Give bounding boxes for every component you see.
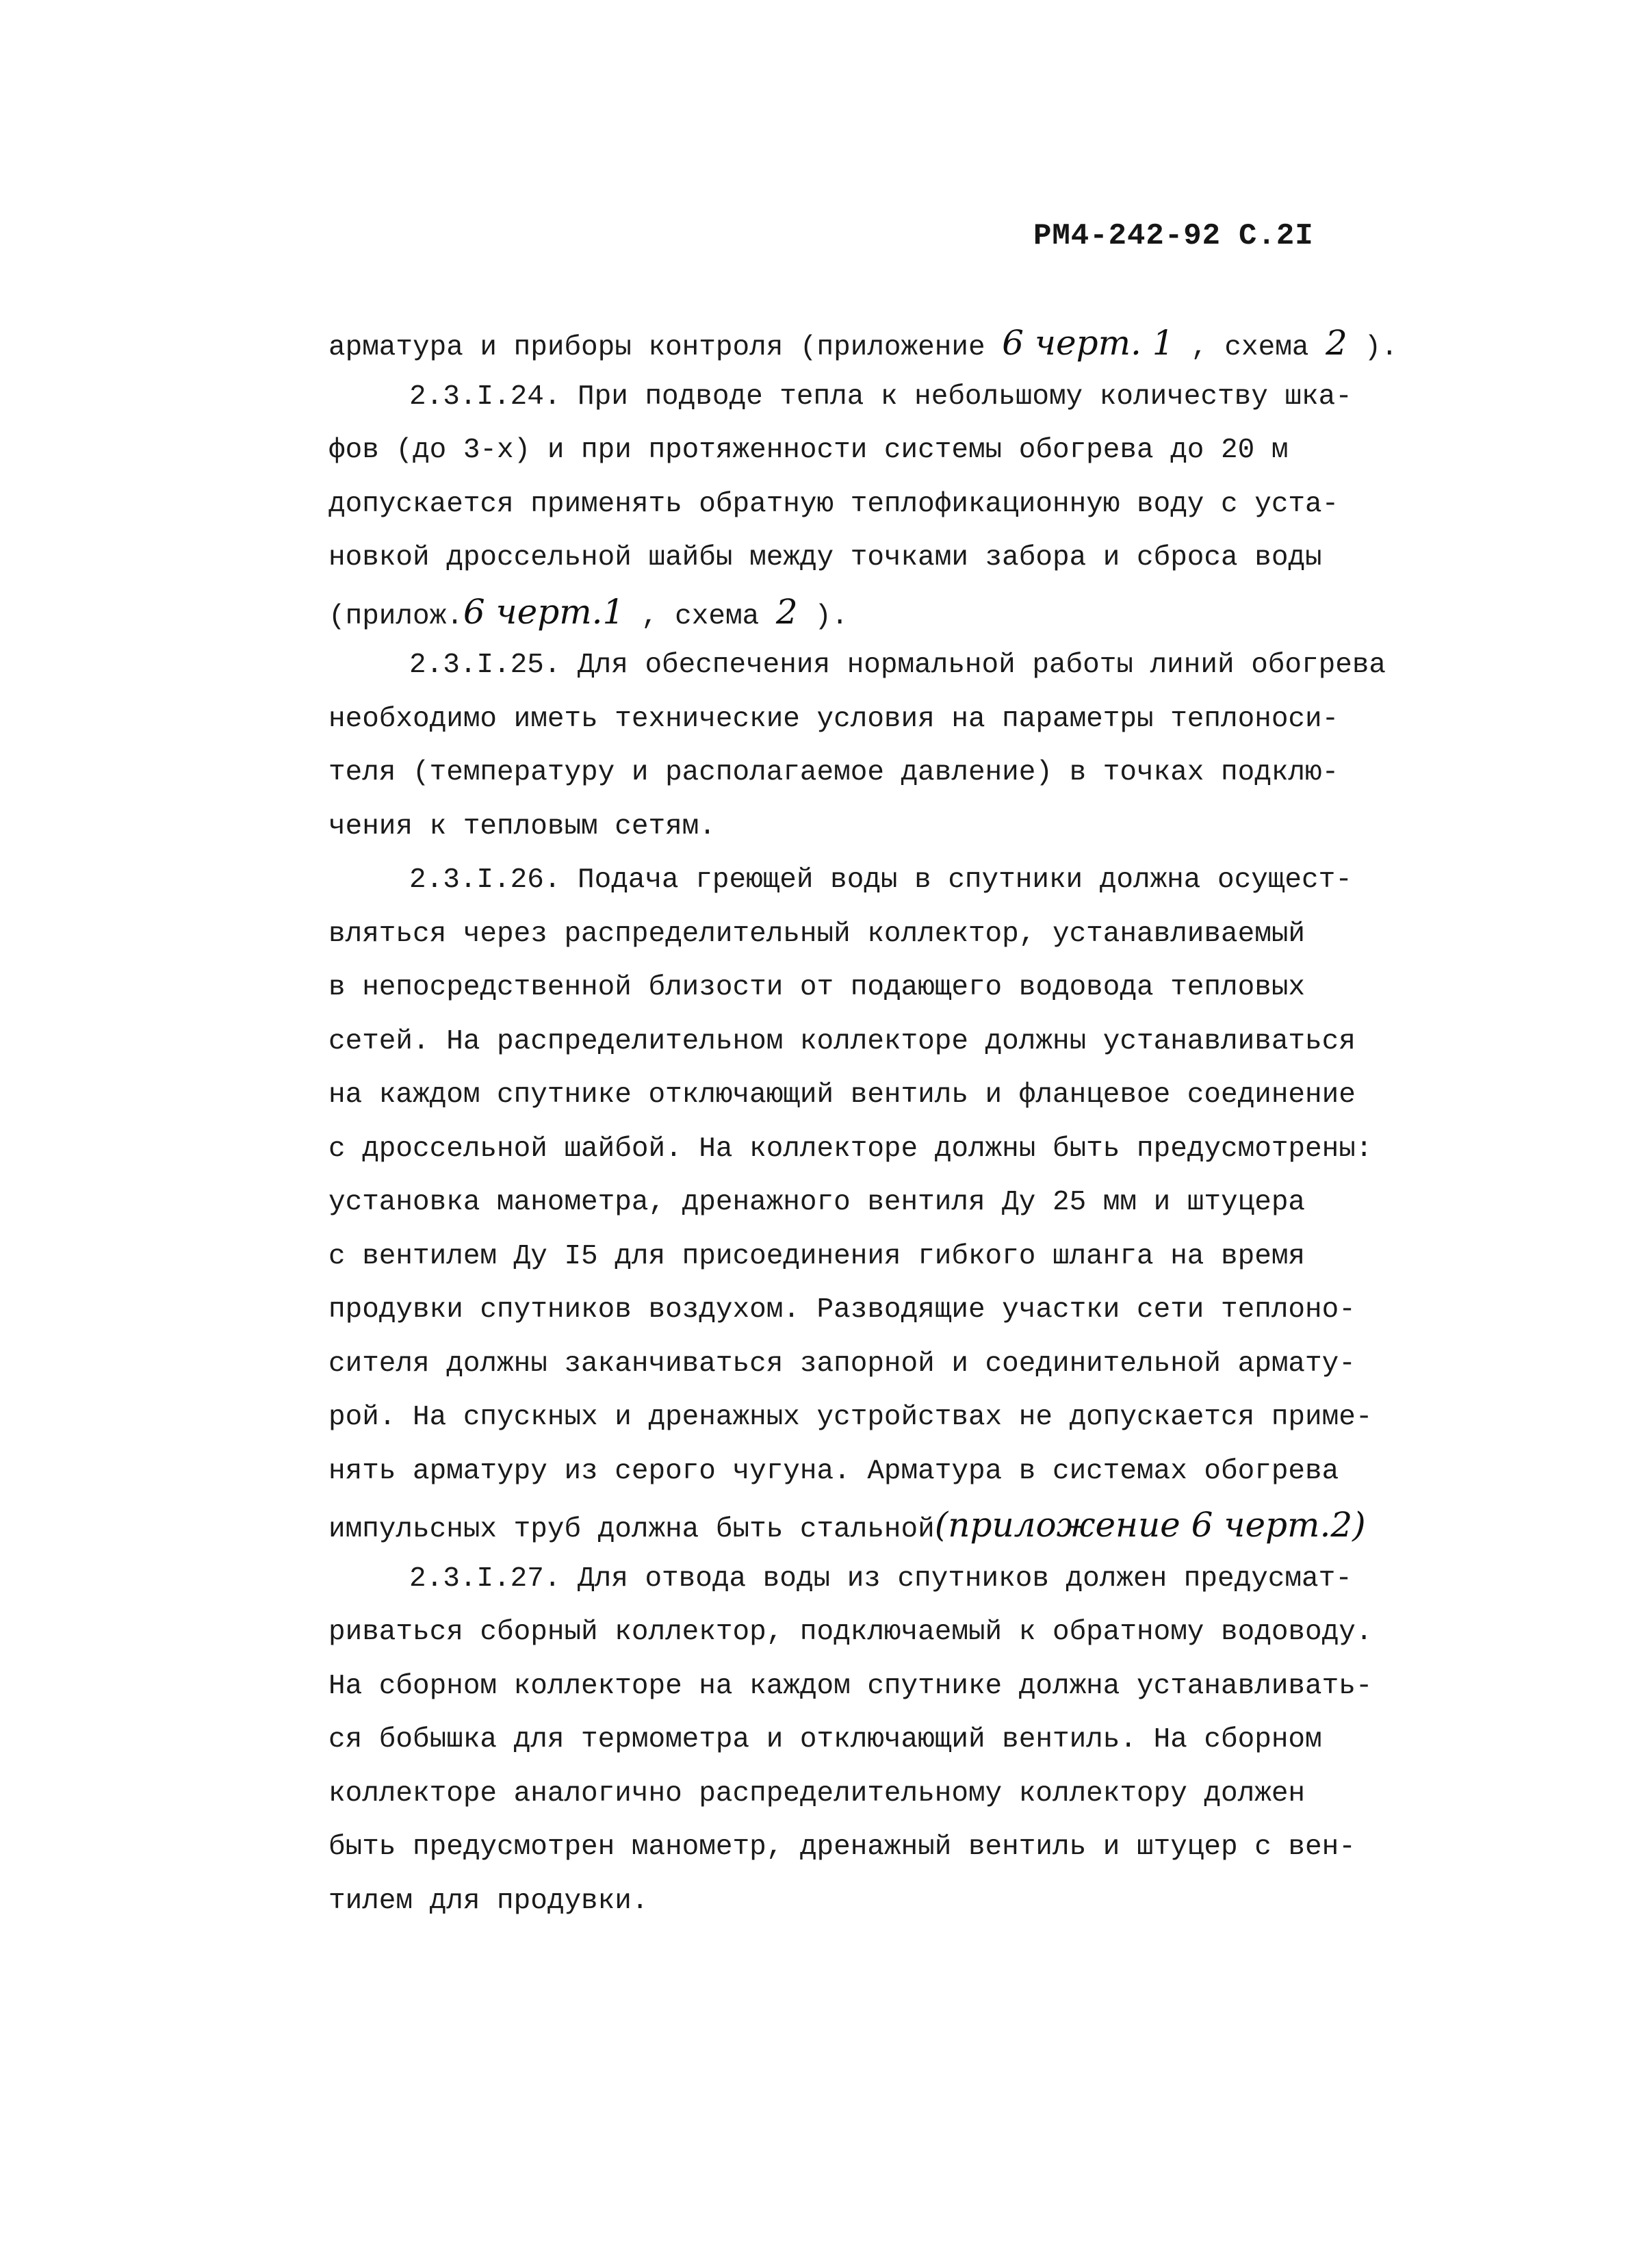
- paragraph-2-3-1-24: 2.3.I.24. При подводе тепла к небольшому количеству шка-: [409, 381, 1352, 413]
- text-line: арматура и приборы контроля (приложение 6 черт. 1 , схема 2 ).: [328, 323, 1398, 363]
- text-line: На сборном коллекторе на каждом спутнике должна устанавливать-: [328, 1670, 1373, 1702]
- text-line: на каждом спутнике отключающий вентиль и фланцевое соединение: [328, 1079, 1356, 1111]
- text-line: продувки спутников воздухом. Разводящие участки сети теплоно-: [328, 1294, 1356, 1326]
- text-line: с вентилем Ду I5 для присоединения гибкого шланга на время: [328, 1240, 1306, 1272]
- paragraph-2-3-1-26: 2.3.I.26. Подача греющей воды в спутники должна осущест-: [409, 864, 1352, 896]
- paragraph-2-3-1-27: 2.3.I.27. Для отвода воды из спутников должен предусмат-: [409, 1562, 1352, 1595]
- text-line: тилем для продувки.: [328, 1885, 649, 1917]
- text-line: допускается применять обратную теплофикационную воду с уста-: [328, 488, 1339, 520]
- text-line: импульсных труб должна быть стальной(приложение 6 черт.2): [328, 1505, 1366, 1545]
- document-body: [328, 316, 1396, 1928]
- text-line: вляться через распределительный коллектор, устанавливаемый: [328, 918, 1306, 950]
- text-line: риваться сборный коллектор, подключаемый к обратному водоводу.: [328, 1617, 1373, 1648]
- handwritten-annotation: 6 черт.1: [463, 591, 625, 632]
- handwritten-annotation: 2: [775, 591, 798, 632]
- text-line: сетей. На распределительном коллекторе должны устанавливаться: [328, 1025, 1356, 1057]
- text-line: чения к тепловым сетям.: [328, 810, 716, 842]
- text-line: необходимо иметь технические условия на параметры теплоноси-: [328, 703, 1339, 735]
- text-line: ся бобышка для термометра и отключающий вентиль. На сборном: [328, 1724, 1322, 1755]
- text-line: в непосредственной близости от подающего водовода тепловых: [328, 972, 1306, 1003]
- handwritten-annotation: (приложение 6 черт.2): [934, 1505, 1366, 1545]
- text-line: быть предусмотрен манометр, дренажный вентиль и штуцер с вен-: [328, 1831, 1356, 1863]
- handwritten-annotation: 2: [1326, 323, 1347, 363]
- text-line: рой. На спускных и дренажных устройствах не допускается приме-: [328, 1402, 1373, 1433]
- page-number: С.2I: [1239, 219, 1314, 253]
- text-line: теля (температуру и располагаемое давление) в точках подклю-: [328, 757, 1339, 788]
- document-code: РМ4-242-92: [1033, 219, 1222, 253]
- paragraph-2-3-1-25: 2.3.I.25. Для обеспечения нормальной работы линий обогрева: [409, 649, 1386, 681]
- text-line: (прилож.6 черт.1 , схема 2 ).: [328, 591, 849, 632]
- text-line: фов (до 3-х) и при протяженности системы обогрева до 20 м: [328, 435, 1289, 466]
- text-line: установка манометра, дренажного вентиля Ду 25 мм и штуцера: [328, 1187, 1306, 1218]
- text-line: с дроссельной шайбой. На коллекторе должны быть предусмотрены:: [328, 1133, 1373, 1165]
- text-line: новкой дроссельной шайбы между точками забора и сброса воды: [328, 542, 1322, 574]
- page-header: [1033, 219, 1321, 253]
- text-line: коллекторе аналогично распределительному коллектору должен: [328, 1777, 1306, 1810]
- text-line: сителя должны заканчиваться запорной и соединительной армату-: [328, 1348, 1356, 1380]
- text-line: нять арматуру из серого чугуна. Арматура в системах обогрева: [328, 1455, 1339, 1487]
- handwritten-annotation: 6 черт. 1: [1002, 323, 1174, 363]
